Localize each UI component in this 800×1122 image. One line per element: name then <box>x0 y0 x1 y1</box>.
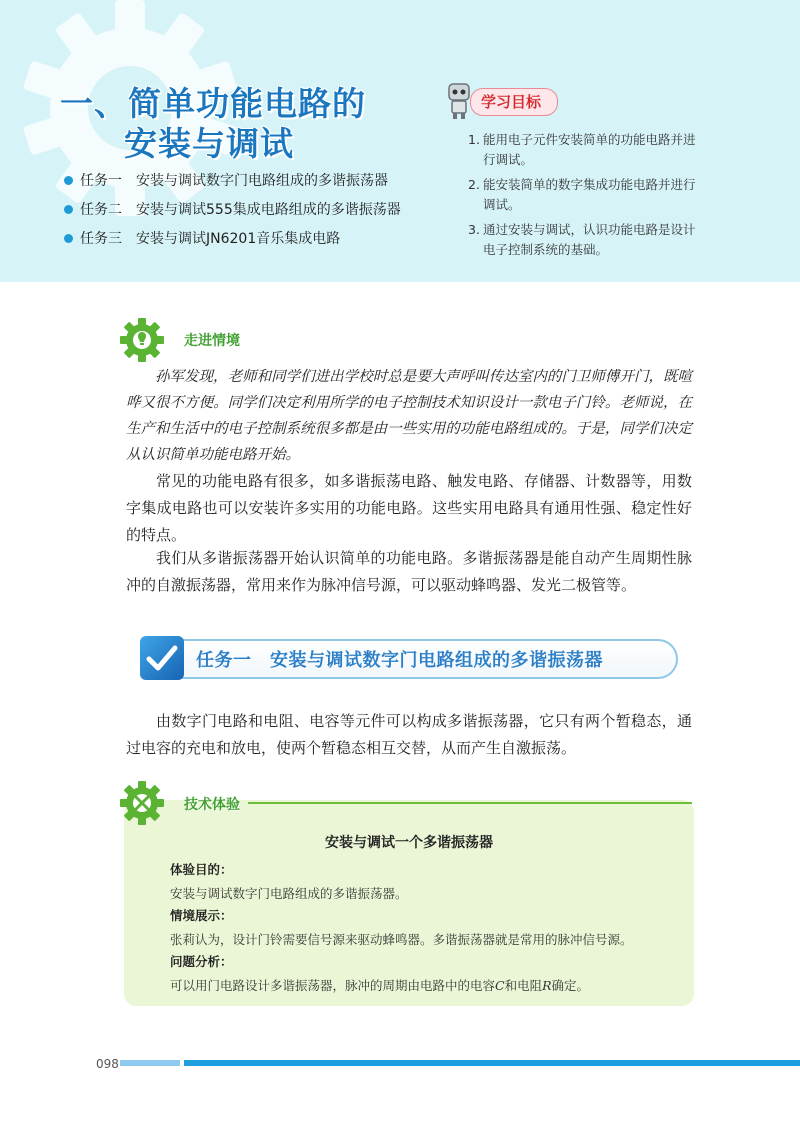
chapter-title <box>60 84 366 164</box>
footer-bar-light <box>120 1060 180 1066</box>
scene-text: 张莉认为，设计门铃需要信号源来驱动蜂鸣器。多谐振荡器就是常用的脉冲信号源。 <box>170 932 633 947</box>
goal-text: 能用电子元件安装简单的功能电路并进行调试。 <box>483 132 696 167</box>
bullet-icon <box>64 205 73 214</box>
purpose-heading: 体验目的： <box>170 862 233 877</box>
task-text: 安装与调试数字门电路组成的多谐振荡器 <box>136 173 388 189</box>
goal-item <box>468 220 700 260</box>
task-number: 任务二 <box>80 202 122 218</box>
analysis-heading: 问题分析： <box>170 954 233 969</box>
page-number: 098 <box>96 1057 119 1071</box>
scene-heading: 情境展示： <box>170 908 233 923</box>
purpose-text: 安装与调试数字门电路组成的多谐振荡器。 <box>170 886 408 901</box>
robot-icon <box>444 82 474 120</box>
intro-paragraph-2: 我们从多谐振荡器开始认识简单的功能电路。多谐振荡器是能自动产生周期性脉冲的自激振荡器，常用来作为脉冲信号源，可以驱动蜂鸣器、发光二极管等。 <box>126 549 692 594</box>
goal-text: 能安装简单的数字集成功能电路并进行调试。 <box>483 177 696 212</box>
resistor-symbol: R <box>542 978 552 993</box>
analysis-text-part: 确定。 <box>551 978 590 993</box>
task-banner <box>140 636 678 680</box>
task-number: 任务一 <box>80 173 122 189</box>
checkmark-icon <box>140 636 184 680</box>
task-banner-title: 任务一 安装与调试数字门电路组成的多谐振荡器 <box>196 650 603 671</box>
goal-number: 2. <box>468 177 480 192</box>
bullet-icon <box>64 234 73 243</box>
learning-goals-heading <box>444 82 564 122</box>
intro-paragraph-1: 常见的功能电路有很多，如多谐振荡电路、触发电路、存储器、计数器等，用数字集成电路也可以安装许多实用的功能电路。这些实用电路具有通用性强、稳定性好的特点。 <box>126 472 692 544</box>
task-text: 安装与调试JN6201音乐集成电路 <box>136 231 341 247</box>
footer-bar <box>184 1060 800 1066</box>
analysis-text-part: 可以用门电路设计多谐振荡器，脉冲的周期由电路中的电容 <box>170 978 496 993</box>
analysis-text <box>170 976 589 994</box>
learning-goals-label: 学习目标 <box>470 88 558 116</box>
story-paragraph: 孙军发现，老师和同学们进出学校时总是要大声呼叫传达室内的门卫师傅开门，既喧哗又很不方便。同学们决定利用所学的电子控制技术知识设计一款电子门铃。老师说，在生产和生活中的电子控制系统很多都是由一些实用的功能电路组成的。于是，同学们决定从认识简单功能电路开始。 <box>126 369 692 463</box>
goal-number: 3. <box>468 222 480 237</box>
learning-goals-list <box>468 130 700 265</box>
gear-tools-icon <box>120 778 182 828</box>
experience-section-label: 技术体验 <box>184 797 240 813</box>
goal-item <box>468 175 700 215</box>
chapter-title-line1: 一、简单功能电路的 <box>60 84 366 123</box>
goal-text: 通过安装与调试，认识功能电路是设计电子控制系统的基础。 <box>483 222 696 257</box>
capacitor-symbol: C <box>495 978 505 993</box>
chapter-title-line2: 安装与调试 <box>124 124 294 163</box>
task1-paragraph: 由数字门电路和电阻、电容等元件可以构成多谐振荡器，它只有两个暂稳态，通过电容的充电和放电，使两个暂稳态相互交替，从而产生自激振荡。 <box>126 712 692 757</box>
experience-divider <box>248 802 692 804</box>
goal-item <box>468 130 700 170</box>
goal-number: 1. <box>468 132 480 147</box>
bullet-icon <box>64 176 73 185</box>
gear-lightbulb-icon <box>120 316 182 364</box>
task-text: 安装与调试555集成电路组成的多谐振荡器 <box>136 202 401 218</box>
chapter-header <box>0 0 800 282</box>
intro-section-label: 走进情境 <box>184 333 240 349</box>
task-number: 任务三 <box>80 231 122 247</box>
experience-title: 安装与调试一个多谐振荡器 <box>325 835 493 851</box>
analysis-text-part: 和电阻 <box>504 978 543 993</box>
